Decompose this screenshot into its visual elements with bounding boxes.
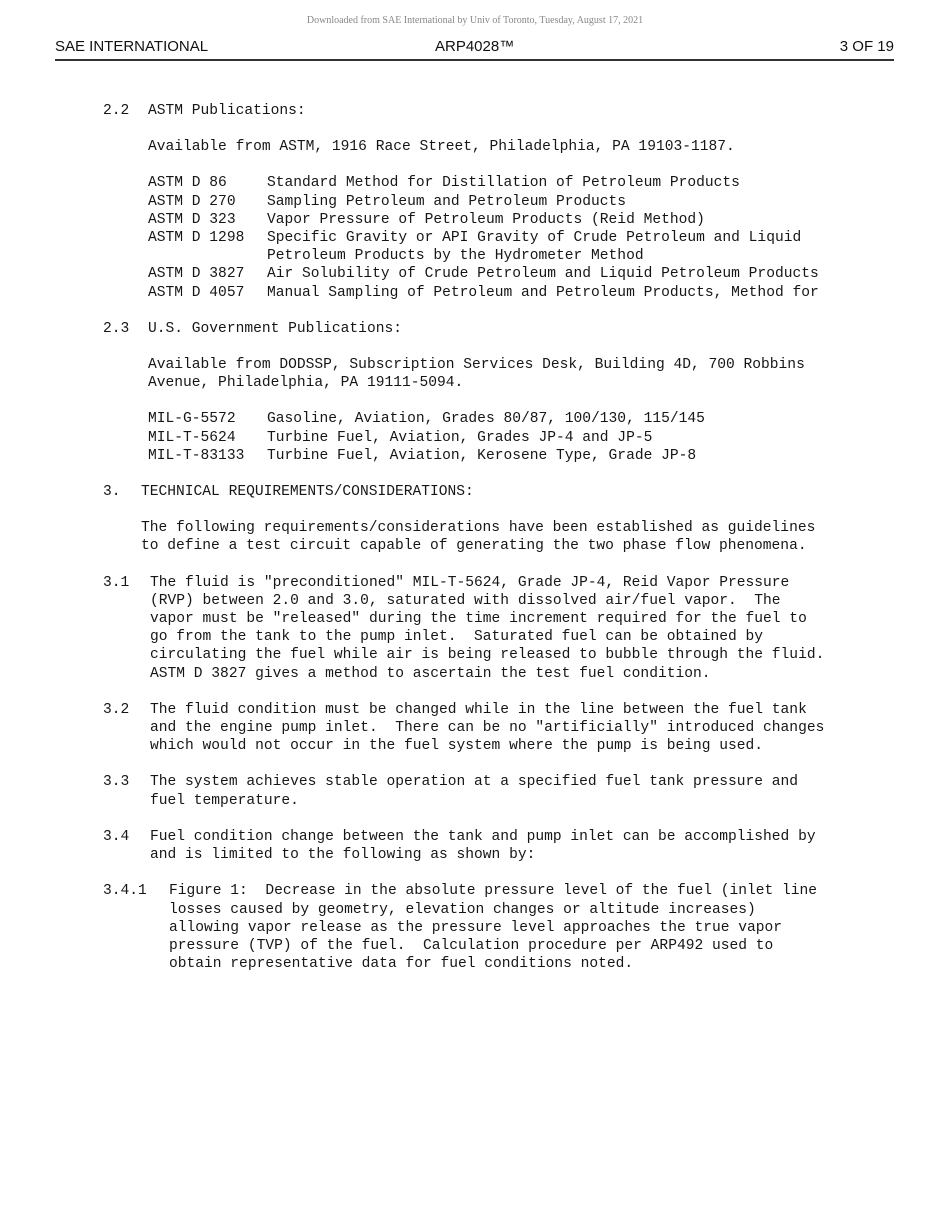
paragraph-3-3 — [103, 773, 903, 809]
section-3-heading — [103, 483, 903, 501]
header-publisher: SAE INTERNATIONAL — [55, 38, 209, 55]
list-item — [148, 429, 903, 447]
text-line: and is limited to the following as shown by: — [150, 847, 536, 864]
text-line: Available from DODSSP, Subscription Services Desk, Building 4D, 700 Robbins — [148, 357, 805, 374]
availability-block — [148, 138, 903, 156]
astm-list-col — [148, 174, 903, 301]
list-item-continuation — [148, 247, 903, 265]
section-heading-col — [141, 483, 903, 501]
section-heading-col — [148, 102, 903, 120]
item-title: Petroleum Products by the Hydrometer Method — [267, 248, 644, 265]
availability-block — [148, 356, 903, 392]
paragraph-text — [150, 701, 903, 756]
item-code: ASTM D 1298 — [148, 230, 245, 247]
text-line: Avenue, Philadelphia, PA 19111-5094. — [148, 375, 464, 392]
item-code: ASTM D 323 — [148, 211, 236, 228]
item-code: ASTM D 4057 — [148, 284, 245, 301]
list-item — [148, 174, 903, 192]
section-heading: ASTM Publications: — [148, 103, 306, 119]
text-line: The fluid is "preconditioned" MIL-T-5624, Grade JP-4, Reid Vapor Pressure — [150, 574, 790, 591]
header-page-number: 3 OF 19 — [839, 38, 894, 55]
paragraph-number: 3.1 — [103, 574, 130, 591]
header-rule — [55, 59, 894, 61]
section-heading: U.S. Government Publications: — [148, 320, 402, 337]
intro-col — [141, 519, 903, 555]
paragraph-3-2 — [103, 701, 903, 756]
text-line: vapor must be "released" during the time increment required for the fuel to — [150, 611, 807, 628]
paragraph-text — [150, 828, 903, 864]
header-doc-id: ARP4028™ — [435, 38, 515, 55]
text-line: which would not occur in the fuel system where the pump is being used. — [150, 738, 764, 755]
list-item — [148, 193, 903, 211]
item-code: MIL-G-5572 — [148, 411, 236, 428]
item-title: Air Solubility of Crude Petroleum and Liquid Petroleum Products — [267, 266, 819, 283]
paragraph-number: 3.3 — [103, 774, 130, 791]
section-2-3-heading — [103, 320, 903, 338]
text-line: The following requirements/considerations have been established as guidelines — [141, 520, 816, 537]
paragraph-3-1 — [103, 574, 903, 683]
section-number: 3. — [103, 484, 121, 501]
paragraph-text — [150, 574, 903, 683]
text-line: circulating the fuel while air is being released to bubble through the fluid. — [150, 647, 825, 664]
paragraph-text — [150, 773, 903, 809]
text-line: to define a test circuit capable of generating the two phase flow phenomena. — [141, 538, 807, 555]
paragraph-number: 3.4 — [103, 828, 130, 845]
text-line: obtain representative data for fuel conditions noted. — [169, 956, 634, 973]
section-number: 2.3 — [103, 320, 130, 337]
paragraph-number: 3.4.1 — [103, 883, 147, 900]
availability-col — [148, 138, 903, 156]
paragraph-text — [169, 882, 903, 973]
text-line: fuel temperature. — [150, 792, 299, 809]
text-line: (RVP) between 2.0 and 3.0, saturated with dissolved air/fuel vapor. The — [150, 592, 781, 609]
list-item — [148, 410, 903, 428]
empty-code-cell — [148, 247, 267, 265]
text-line: Figure 1: Decrease in the absolute pressure level of the fuel (inlet line — [169, 883, 818, 900]
section-number: 2.2 — [103, 103, 130, 119]
text-line: The fluid condition must be changed while in the line between the fuel tank — [150, 701, 807, 718]
item-title: Vapor Pressure of Petroleum Products (Reid Method) — [267, 211, 705, 228]
item-title: Gasoline, Aviation, Grades 80/87, 100/130, 115/145 — [267, 411, 705, 428]
list-item — [148, 211, 903, 229]
astm-list — [148, 174, 903, 301]
intro-paragraph — [141, 519, 903, 555]
document-body — [103, 102, 903, 973]
availability-text: Available from ASTM, 1916 Race Street, Philadelphia, PA 19103-1187. — [148, 139, 735, 156]
item-code: ASTM D 3827 — [148, 266, 245, 283]
text-line: allowing vapor release as the pressure level approaches the true vapor — [169, 919, 783, 936]
text-line: Fuel condition change between the tank and pump inlet can be accomplished by — [150, 828, 816, 845]
list-item — [148, 265, 903, 283]
item-title: Sampling Petroleum and Petroleum Products — [267, 193, 627, 210]
item-title: Standard Method for Distillation of Petroleum Products — [267, 175, 740, 192]
item-title: Specific Gravity or API Gravity of Crude Petroleum and Liquid — [267, 230, 802, 247]
paragraph-3-4 — [103, 828, 903, 864]
text-line: The system achieves stable operation at a specified fuel tank pressure and — [150, 774, 799, 791]
text-line: losses caused by geometry, elevation changes or altitude increases) — [169, 901, 756, 918]
item-title: Turbine Fuel, Aviation, Grades JP-4 and JP-5 — [267, 429, 653, 446]
mil-list-col — [148, 410, 903, 465]
availability-col — [148, 356, 903, 392]
item-code: MIL-T-83133 — [148, 447, 245, 464]
text-line: pressure (TVP) of the fuel. Calculation procedure per ARP492 used to — [169, 937, 774, 954]
section-heading: TECHNICAL REQUIREMENTS/CONSIDERATIONS: — [141, 484, 474, 501]
list-item — [148, 284, 903, 302]
item-code: ASTM D 86 — [148, 175, 227, 192]
paragraph-number: 3.2 — [103, 701, 130, 718]
item-code: ASTM D 270 — [148, 193, 236, 210]
list-item — [148, 447, 903, 465]
text-line: and the engine pump inlet. There can be no "artificially" introduced changes — [150, 720, 825, 737]
paragraph-3-4-1 — [103, 882, 903, 973]
text-line: go from the tank to the pump inlet. Saturated fuel can be obtained by — [150, 629, 764, 646]
download-notice: Downloaded from SAE International by Univ of Toronto, Tuesday, August 17, 2021 — [306, 15, 644, 26]
section-heading-col — [148, 320, 903, 338]
text-line: ASTM D 3827 gives a method to ascertain the test fuel condition. — [150, 665, 711, 682]
item-title: Manual Sampling of Petroleum and Petroleum Products, Method for — [267, 284, 819, 301]
section-2-2-heading — [103, 102, 903, 120]
item-title: Turbine Fuel, Aviation, Kerosene Type, Grade JP-8 — [267, 447, 697, 464]
mil-list — [148, 410, 903, 465]
item-code: MIL-T-5624 — [148, 429, 236, 446]
list-item — [148, 229, 903, 247]
